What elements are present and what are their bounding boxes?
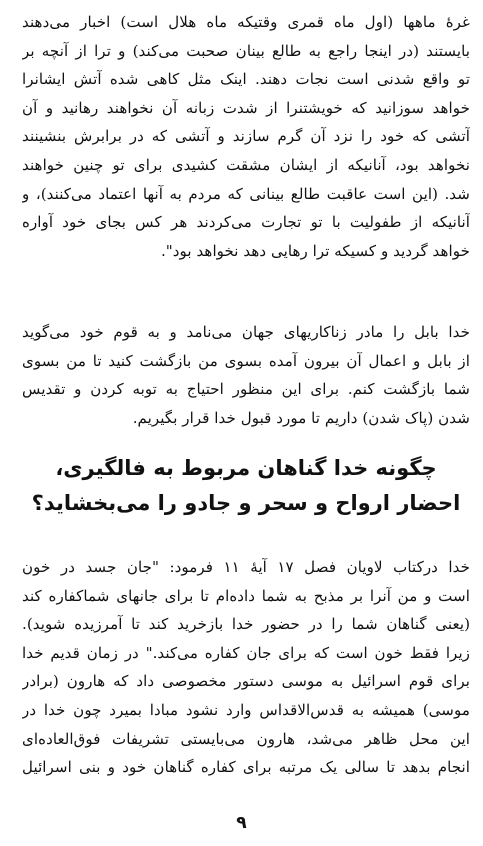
text-line: نخواهد بود، آنانیکه از ایشان مشقت کشیدی برای تو چنین خواهند: [22, 155, 470, 174]
paragraph-3: [22, 553, 470, 782]
text-line: غرهٔ ماهها (اول ماه قمری وقتیکه ماه هلال است) اخبار می‌دهند: [22, 13, 470, 31]
text-line: شد. (این است عاقبت طالع بینانی که مردم به آنها اعتماد می‌کنند)، و: [22, 184, 470, 203]
paragraph-2: [22, 318, 470, 432]
section-heading: [22, 451, 470, 521]
text-line: انجام بدهد تا سالی یک مرتبه برای کفاره گناهان خود و بنی اسرائیل: [22, 758, 470, 777]
text-line: خواهد سوزانید که خویشتنرا از شدت زبانه آن نخواهند رهانید و آن: [22, 98, 470, 117]
text-line: زیرا فقط خون است که برای جان کفاره می‌کند." در زمان قدیم خدا: [22, 643, 470, 662]
text-line: از بابل و اعمال آن بیرون آمده بسوی من بازگشت کنید تا من بسوی: [22, 351, 470, 370]
text-line: خدا بابل را مادر زناکاریهای جهان می‌نامد و به قوم خود می‌گوید: [22, 323, 470, 341]
text-line: این محل ظاهر می‌شد، هارون می‌بایستی تشریفات فوق‌العاده‌ای: [22, 729, 470, 748]
text-line: شما بازگشت کنم. برای این منظور احتیاج به توبه کردن و تقدیس: [22, 380, 470, 399]
text-line: آتشی که خود را نزد آن گرم سازند و آتشی که در برابرش بنشینند: [22, 127, 470, 146]
text-line: (یعنی گناهان شما را در حضور خدا بازخرید کند تا آمرزیده شوید).: [22, 615, 470, 634]
paragraph-1: [22, 8, 470, 265]
text-line: تو واقع شدنی است نجات دهند. اینک مثل کاهی شده آتش ایشانرا: [22, 70, 470, 89]
text-line: شدن (پاک شدن) داریم تا مورد قبول خدا قرار بگیریم.: [132, 408, 470, 427]
text-line: آنانیکه از طفولیت با تو تجارت می‌کردند هر کس بجای خود آواره: [22, 213, 470, 232]
text-line: خواهد گردید و کسیکه ترا رهایی دهد نخواهد بود".: [160, 241, 470, 260]
heading-line-1: چگونه خدا گناهان مربوط به فالگیری،: [55, 456, 437, 480]
text-line: بایستند (در اینجا راجع به طالع بینان صحبت می‌کند) و ترا از آنچه بر: [22, 41, 470, 60]
page-number: ۹: [236, 813, 247, 833]
heading-line-2: احضار ارواح و سحر و جادو را می‌بخشاید؟: [31, 491, 461, 515]
text-line: خدا درکتاب لاویان فصل ۱۷ آیهٔ ۱۱ فرمود: "جان جسد در خون: [22, 558, 470, 576]
text-line: موسی) همیشه به قدس‌الاقداس وارد نشود مبادا بمیرد چون خدا در: [22, 700, 470, 719]
text-line: است و من آنرا بر مذبح به شما داده‌ام تا برای جانهای شماکفاره کند: [22, 586, 470, 605]
text-line: برای قوم اسرائیل به موسی دستور مخصوصی داد که هارون (برادر: [22, 672, 470, 691]
